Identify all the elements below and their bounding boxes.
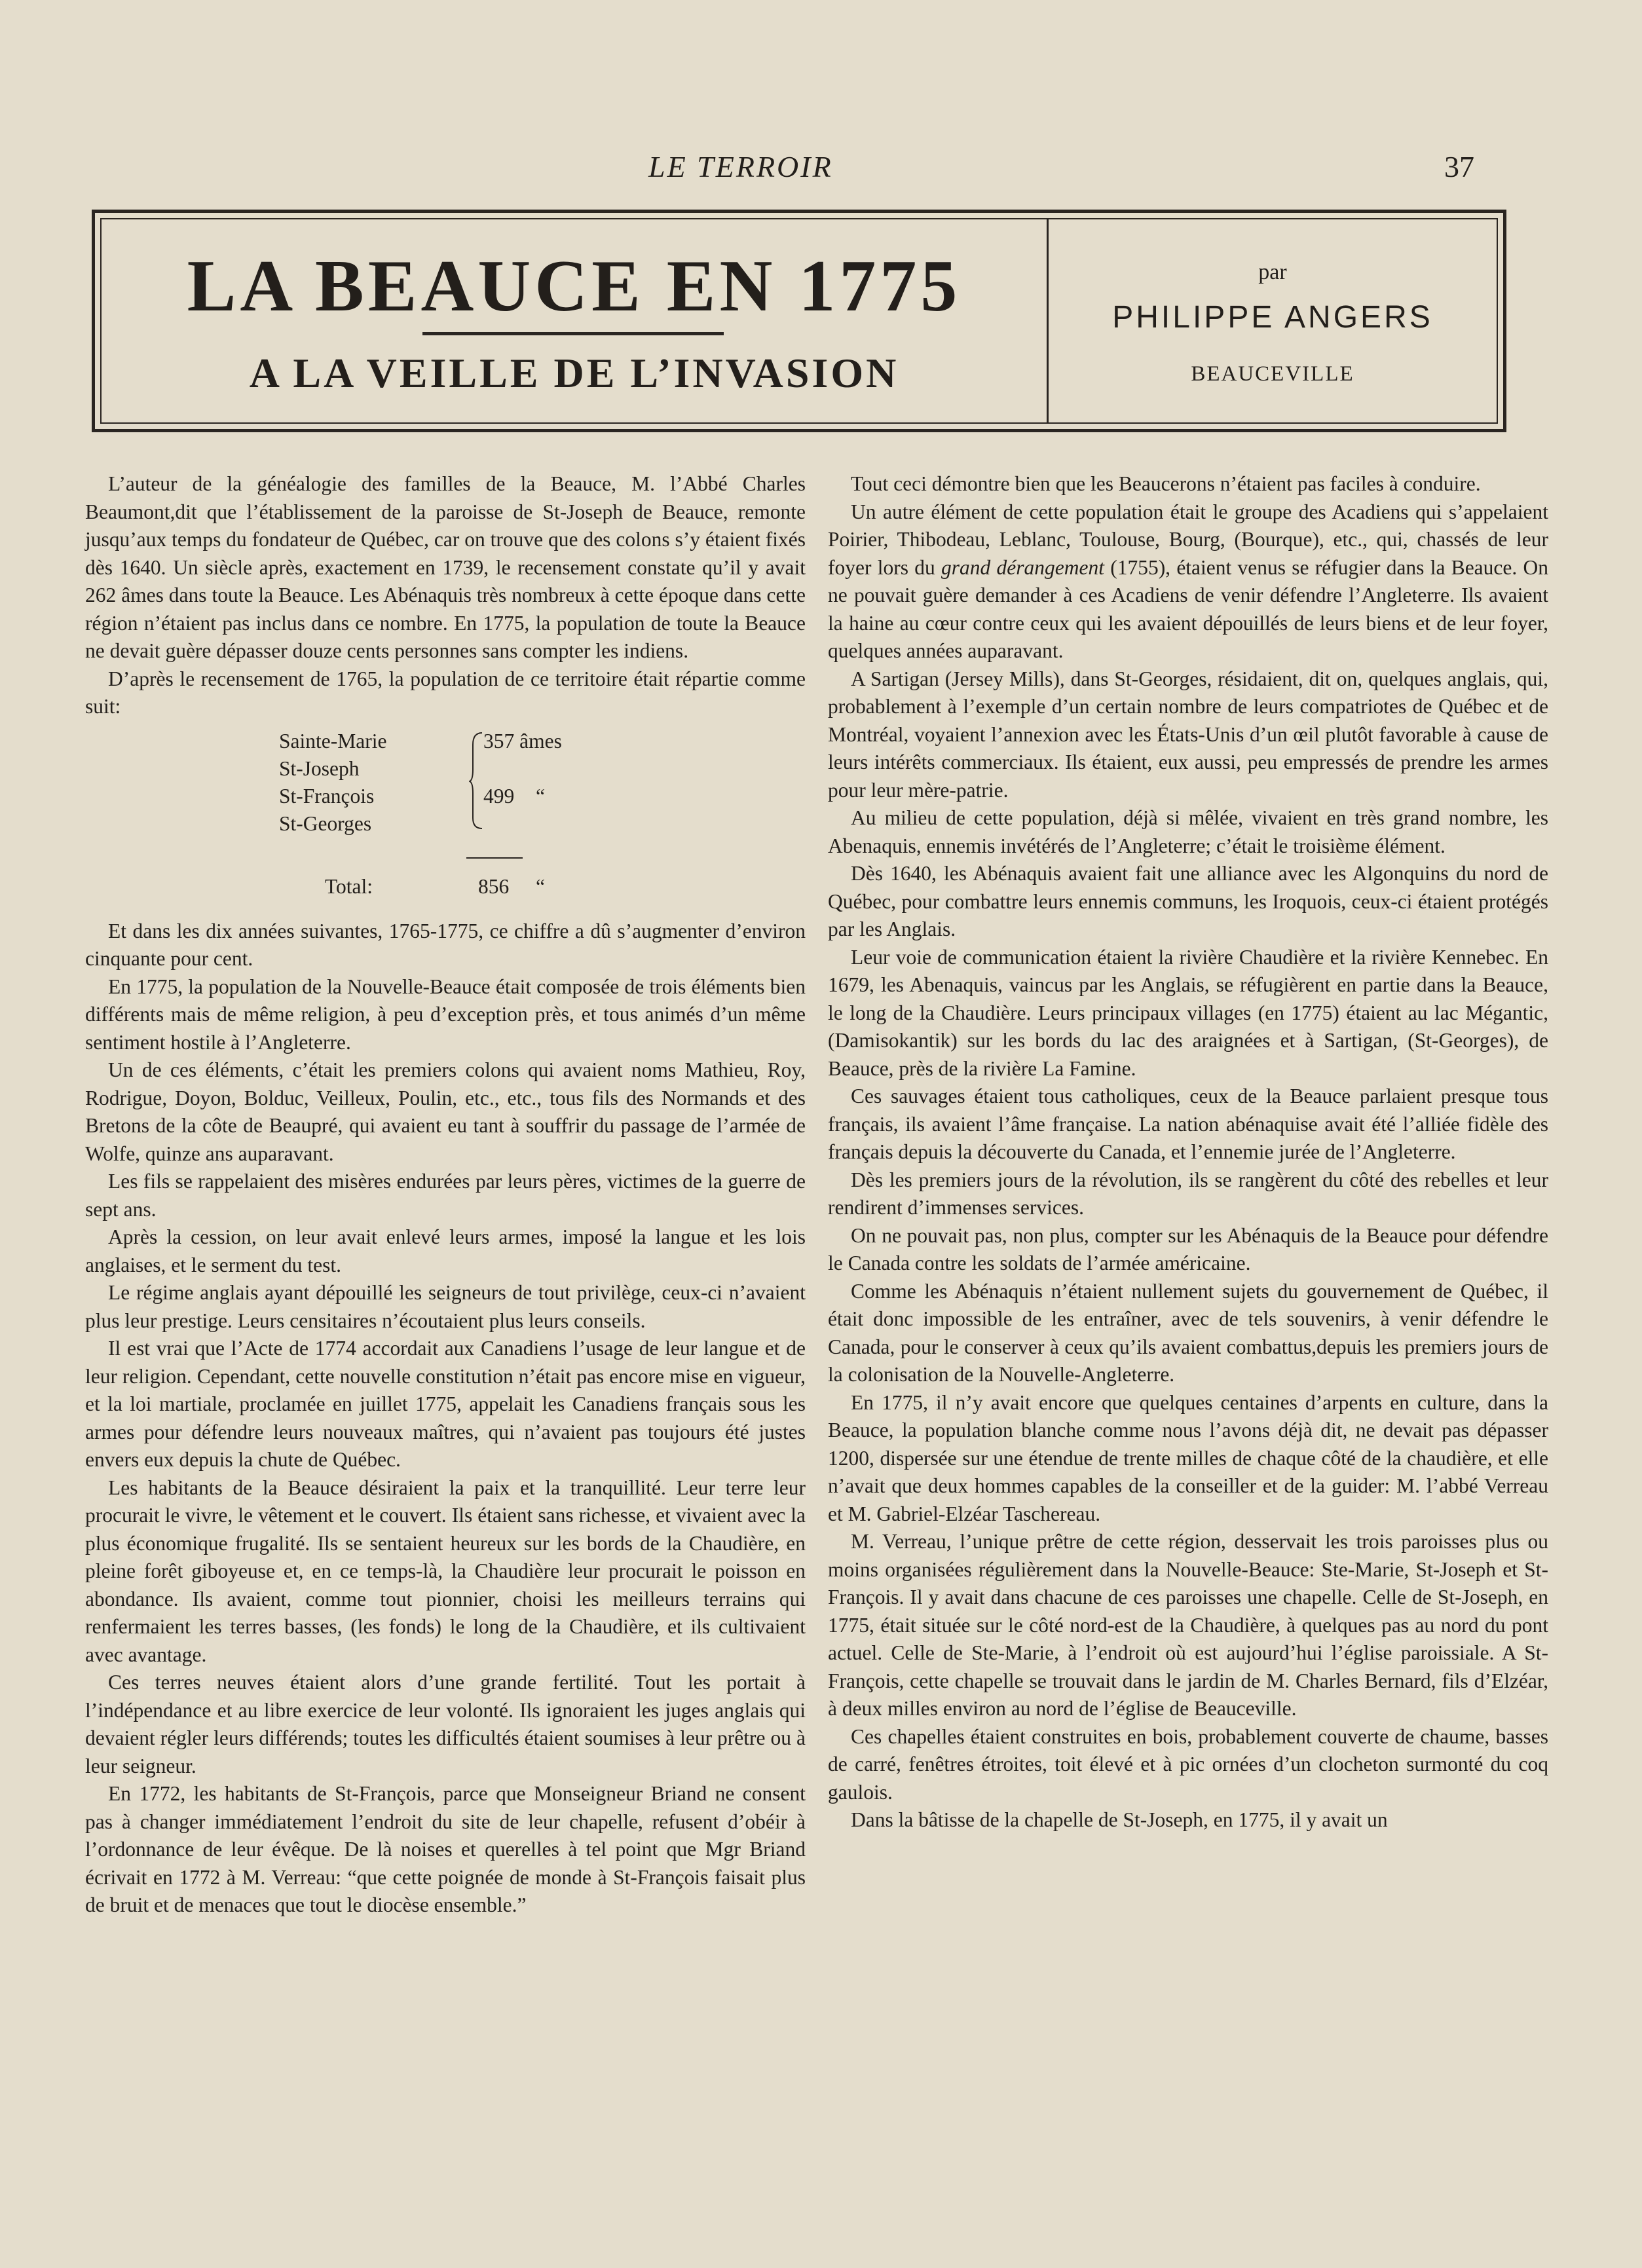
paragraph: Le régime anglais ayant dépouillé les seigneurs de tout privilège, ceux-ci n’avaient plus leur prestige. Leurs censitaires n’écoutaient plus leurs conseils. bbox=[85, 1281, 806, 1332]
paragraph: M. Verreau, l’unique prêtre de cette région, desservait les trois paroisses plus ou moins organisées régulièrement dans la Nouvelle-Beauce: Ste-Marie, St-Joseph et St-François. Il y avait dans chacune de ces paroisses une chapelle. Celle de St-Joseph, en 1775, était située sur le côté nord-est de la Chaudière, à quelques pas au nord du pont actuel. Celle de Ste-Marie, à l’endroit où est aujourd’hui l’église paroissiale. A St-François, cette chapelle se trouvait dans le jardin de M. Charles Bernard, fils d’Elzéar, à deux milles environ au nord de l’église de Beauceville. bbox=[828, 1530, 1548, 1720]
paragraph: D’après le recensement de 1765, la population de ce territoire était répartie comme suit: bbox=[85, 667, 806, 718]
right-column bbox=[828, 470, 1548, 1834]
census-brace bbox=[469, 732, 483, 830]
paragraph: A Sartigan (Jersey Mills), dans St-Georges, résidaient, dit on, quelques anglais, qui, probablement à l’exemple d’un certain nombre de leurs compatriotes de Québec et de Montréal, voyaient l’annexion avec les États-Unis d’un œil plutôt favorable à cause de leurs intérêts commerciaux. Ils étaient, eux aussi, peu empressés de prendre les armes pour leur mère-patrie. bbox=[828, 667, 1548, 802]
page-number: 37 bbox=[1444, 150, 1474, 183]
author-place: BEAUCEVILLE bbox=[1191, 362, 1354, 386]
census-value: 357 âmes bbox=[483, 729, 562, 753]
census-total-value: 856 bbox=[478, 874, 510, 898]
paragraph: En 1775, il n’y avait encore que quelques centaines d’arpents en culture, dans la Beauce, la population blanche comme nous l’avons déjà dit, ne devait pas dépasser 1200, dispersée sur une étendue de trente milles de chaque côté de la chaudière, et elle n’avait que deux hommes capables de la conseiller et de la guider: M. l’abbé Verreau et M. Gabriel-Elzéar Taschereau. bbox=[828, 1390, 1548, 1525]
paragraph bbox=[828, 498, 1548, 665]
paragraph: Dès les premiers jours de la révolution, ils se rangèrent du côté des rebelles et leur rendirent d’immenses services. bbox=[828, 1168, 1548, 1219]
census-sum-rule bbox=[466, 857, 523, 859]
ditto-mark: “ bbox=[536, 784, 545, 808]
paragraph: Les habitants de la Beauce désiraient la paix et la tranquillité. Leur terre leur procurait le vivre, le vêtement et le couvert. Ils étaient sans richesse, et vivaient avec la plus économique frugalité. Ils se sentaient heureux sur les bords de la Chaudière, en pleine forêt giboyeuse et, en ce temps-là, la Chaudière leur procurait le poisson en abondance. Ils avaient, comme tout pionnier, choisi les meilleurs terrains qui renfermaient les terres basses, (les fonds) le long de la Chaudière, et ils cultivaient avec avantage. bbox=[85, 1476, 806, 1666]
paragraph: Leur voie de communication étaient la rivière Chaudière et la rivière Kennebec. En 1679, les Abenaquis, vaincus par les Anglais, se réfugièrent en partie dans la Beauce, le long de la Chaudière. Leurs principaux villages (en 1775) étaient au lac Mégantic, (Damisokantik) sur les bords du lac des araignées et à Sartigan, (St-Georges), de Beauce, près de la rivière La Famine. bbox=[828, 945, 1548, 1080]
left-column bbox=[85, 470, 806, 1920]
census-value: 499 bbox=[483, 784, 515, 808]
ditto-mark: “ bbox=[536, 874, 545, 898]
paragraph: Et dans les dix années suivantes, 1765-1775, ce chiffre a dû s’augmenter d’environ cinquante pour cent. bbox=[85, 919, 806, 970]
paragraph: Les fils se rappelaient des misères endurées par leurs pères, victimes de la guerre de sept ans. bbox=[85, 1170, 806, 1221]
paragraph: Après la cession, on leur avait enlevé leurs armes, imposé la langue et les lois anglaises, et le serment du test. bbox=[85, 1225, 806, 1276]
paragraph: On ne pouvait pas, non plus, compter sur les Abénaquis de la Beauce pour défendre le Canada contre les soldats de l’armée américaine. bbox=[828, 1223, 1548, 1274]
article-title: LA BEAUCE EN 1775 bbox=[187, 246, 961, 327]
paragraph-text: (1755), étaient venus se réfugier dans la Beauce. On ne pouvait guère demander à ces Acadiens de venir défendre l’Angleterre. Ils avaient la haine au cœur contre ceux qui les avaient dépouillés de leurs biens et de leur foyer, quelques années auparavant. bbox=[828, 555, 1548, 662]
article-subtitle: A LA VEILLE DE L’INVASION bbox=[249, 350, 899, 396]
paragraph-text: Un autre élément de cette population était le groupe des Acadiens qui s’appelaient Poirier, Thibodeau, Leblanc, Toulouse, Bourg, (Bourque), etc., qui, chassés de leur foyer lors du bbox=[828, 500, 1548, 579]
paragraph: Tout ceci démontre bien que les Beaucerons n’étaient pas faciles à conduire. bbox=[851, 472, 1481, 495]
paragraph: En 1775, la population de la Nouvelle-Beauce était composée de trois éléments bien différents mais de même religion, à peu d’exception près, et tous animés d’un même sentiment hostile à l’Angleterre. bbox=[85, 975, 806, 1054]
paragraph: L’auteur de la généalogie des familles de la Beauce, M. l’Abbé Charles Beaumont,dit que l’établissement de la paroisse de St-Joseph de Beauce, remonte jusqu’aux temps du fondateur de Québec, car on trouve que des colons s’y étaient fixés dès 1640. Un siècle après, exactement en 1739, le recensement constate qu’il y avait 262 âmes dans toute la Beauce. Les Abénaquis très nombreux à cette époque dans cette région n’étaient pas inclus dans ce nombre. En 1775, la population de toute la Beauce ne devait guère dépasser douze cents personnes sans compter les indiens. bbox=[85, 472, 806, 662]
journal-name: LE TERROIR bbox=[648, 150, 833, 183]
paragraph: En 1772, les habitants de St-François, parce que Monseigneur Briand ne consent pas à changer immédiatement l’endroit du site de leur chapelle, refusent d’obéir à l’ordonnance de leur évêque. De là noises et querelles à tel point que Mgr Briand écrivait en 1772 à M. Verreau: “que cette poignée de monde à St-François faisait plus de bruit et de menaces que tout le diocèse ensemble.” bbox=[85, 1782, 806, 1916]
census-place: St-François bbox=[279, 784, 375, 808]
paragraph: Dans la bâtisse de la chapelle de St-Joseph, en 1775, il y avait un bbox=[851, 1808, 1388, 1831]
byline-prefix: par bbox=[1258, 260, 1287, 284]
title-rule bbox=[422, 332, 724, 335]
census-total-label: Total: bbox=[325, 874, 373, 898]
italic-phrase: grand dérangement bbox=[941, 555, 1104, 579]
author-name: PHILIPPE ANGERS bbox=[1112, 300, 1433, 335]
paragraph: Dès 1640, les Abénaquis avaient fait une alliance avec les Algonquins du nord de Québec, pour combattre leurs ennemis communs, les Iroquois, ceux-ci étaient protégés par les Anglais. bbox=[828, 862, 1548, 940]
census-place: Sainte-Marie bbox=[279, 729, 387, 753]
paragraph: Un de ces éléments, c’était les premiers colons qui avaient noms Mathieu, Roy, Rodrigue, Doyon, Bolduc, Veilleux, Poulin, etc., etc., tous fils des Normands et des Bretons de la côte de Beaupré, qui avaient eu tant à souffrir du passage de l’armée de Wolfe, quinze ans auparavant. bbox=[85, 1058, 806, 1165]
paragraph: Ces chapelles étaient construites en bois, probablement couverte de chaume, basses de carré, fenêtres étroites, toit élevé et à pic ornées d’un clocheton surmonté du coq gaulois. bbox=[828, 1724, 1548, 1804]
paragraph: Il est vrai que l’Acte de 1774 accordait aux Canadiens l’usage de leur langue et de leur religion. Cependant, cette nouvelle constitution n’était pas encore mise en vigueur, et la loi martiale, proclamée en juillet 1775, appelait les Canadiens français sous les armes pour défendre leurs nouveaux maîtres, qui n’avaient pas toujours été justes envers eux depuis la chute de Québec. bbox=[85, 1337, 806, 1471]
paragraph: Ces terres neuves étaient alors d’une grande fertilité. Tout les portait à l’indépendance et au libre exercice de leur volonté. Ils ignoraient les juges anglais qui devaient régler leurs différends; toutes les difficultés étaient soumises à leur prêtre ou à leur seigneur. bbox=[85, 1671, 806, 1777]
paragraph: Au milieu de cette population, déjà si mêlée, vivaient en très grand nombre, les Abenaquis, ennemis invétérés de l’Angleterre; c’était le troisième élément. bbox=[828, 806, 1548, 857]
title-box-inner-frame bbox=[100, 218, 1498, 424]
running-head bbox=[0, 149, 1642, 195]
census-place: St-Joseph bbox=[279, 756, 360, 780]
title-box bbox=[92, 210, 1506, 432]
census-table bbox=[85, 721, 806, 918]
census-place: St-Georges bbox=[279, 811, 372, 835]
byline-panel bbox=[1049, 219, 1497, 422]
paragraph: Ces sauvages étaient tous catholiques, ceux de la Beauce parlaient presque tous français, ils avaient l’âme française. La nation abénaquise avait été l’alliée fidèle des français depuis la découverte du Canada, et l’ennemie jurée de l’Angleterre. bbox=[828, 1085, 1548, 1163]
title-panel bbox=[102, 219, 1047, 422]
paragraph: Comme les Abénaquis n’étaient nullement sujets du gouvernement de Québec, il était donc impossible de les entraîner, avec de tels souvenirs, à venir défendre le Canada, pour le conserver à ceux qu’ils avaient combattus,depuis les premiers jours de la colonisation de la Nouvelle-Angleterre. bbox=[828, 1279, 1548, 1386]
